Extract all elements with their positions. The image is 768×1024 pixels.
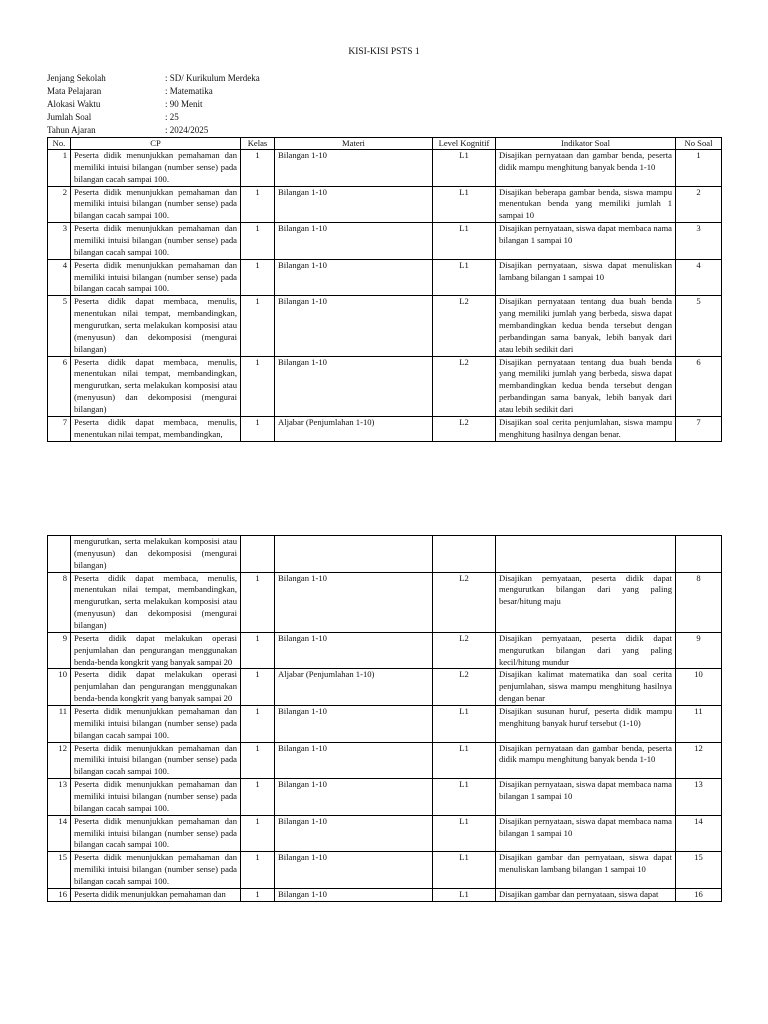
table-row (48, 742, 722, 779)
cell-kelas: 1 (241, 742, 275, 779)
cell-no-soal: 14 (676, 815, 722, 852)
table-row (48, 779, 722, 816)
cell-level-kognitif: L1 (433, 259, 496, 296)
cell-cp: Peserta didik menunjukkan pemahaman dan (71, 888, 241, 901)
cell-materi: Bilangan 1-10 (275, 706, 433, 743)
info-value: : SD/ Kurikulum Merdeka (165, 73, 260, 83)
cell-materi: Bilangan 1-10 (275, 259, 433, 296)
cell-no-soal: 7 (676, 416, 722, 441)
header-indikator-soal: Indikator Soal (496, 138, 676, 150)
cell-no: 16 (48, 888, 71, 901)
cell-no: 15 (48, 852, 71, 889)
cell-kelas (241, 536, 275, 573)
cell-cp: Peserta didik dapat melakukan operasi penjumlahan dan pengurangan menggunakan benda-benda kongkrit yang banyak sampai 20 (71, 669, 241, 706)
cell-level-kognitif: L1 (433, 706, 496, 743)
table-row (48, 815, 722, 852)
table-row (48, 572, 722, 632)
cell-indikator-soal: Disajikan pernyataan, peserta didik dapat mengurutkan bilangan dari yang paling besar/hitung maju (496, 572, 676, 632)
cell-kelas: 1 (241, 356, 275, 416)
cell-no: 10 (48, 669, 71, 706)
info-row (47, 72, 260, 85)
cell-kelas: 1 (241, 223, 275, 260)
cell-no: 11 (48, 706, 71, 743)
cell-no: 4 (48, 259, 71, 296)
cell-no-soal: 5 (676, 296, 722, 356)
header-cp: CP (71, 138, 241, 150)
cell-indikator-soal: Disajikan pernyataan, siswa dapat menuliskan lambang bilangan 1 sampai 10 (496, 259, 676, 296)
cell-level-kognitif: L1 (433, 815, 496, 852)
info-value: : 25 (165, 112, 179, 122)
cell-level-kognitif: L2 (433, 416, 496, 441)
cell-cp: Peserta didik menunjukkan pemahaman dan memiliki intuisi bilangan (number sense) pada bilangan cacah sampai 100. (71, 815, 241, 852)
table-row (48, 632, 722, 669)
header-no-soal: No Soal (676, 138, 722, 150)
table-row (48, 150, 722, 187)
cell-no-soal: 11 (676, 706, 722, 743)
cell-indikator-soal: Disajikan pernyataan tentang dua buah benda yang memiliki jumlah yang berbeda, siswa dapat membandingkan kedua benda tersebut dengan perbandingan sama banyak, lebih banyak dari atau lebih sedikit dari (496, 356, 676, 416)
cell-level-kognitif: L2 (433, 296, 496, 356)
info-row (47, 98, 260, 111)
cell-indikator-soal: Disajikan pernyataan tentang dua buah benda yang memiliki jumlah yang berbeda, siswa dapat membandingkan kedua benda tersebut dengan perbandingan sama banyak, lebih banyak dari atau lebih sedikit dari (496, 296, 676, 356)
cell-no-soal: 13 (676, 779, 722, 816)
cell-cp: Peserta didik menunjukkan pemahaman dan memiliki intuisi bilangan (number sense) pada bilangan cacah sampai 100. (71, 706, 241, 743)
cell-kelas: 1 (241, 416, 275, 441)
cell-materi: Bilangan 1-10 (275, 223, 433, 260)
cell-no: 3 (48, 223, 71, 260)
cell-no: 13 (48, 779, 71, 816)
cell-level-kognitif: L1 (433, 186, 496, 223)
cell-kelas: 1 (241, 888, 275, 901)
info-value: : 2024/2025 (165, 125, 209, 135)
cell-materi: Bilangan 1-10 (275, 186, 433, 223)
cell-kelas: 1 (241, 296, 275, 356)
cell-cp: Peserta didik menunjukkan pemahaman dan memiliki intuisi bilangan (number sense) pada bilangan cacah sampai 100. (71, 223, 241, 260)
info-row (47, 111, 260, 124)
cell-kelas: 1 (241, 632, 275, 669)
header-kelas: Kelas (241, 138, 275, 150)
cell-kelas: 1 (241, 259, 275, 296)
info-value: : Matematika (165, 86, 213, 96)
cell-no-soal: 9 (676, 632, 722, 669)
cell-no-soal: 3 (676, 223, 722, 260)
header-level-kognitif: Level Kognitif (433, 138, 496, 150)
cell-kelas: 1 (241, 852, 275, 889)
table-body (48, 150, 722, 442)
cell-cp: Peserta didik dapat membaca, menulis, menentukan nilai tempat, membandingkan, mengurutkan, serta melakukan komposisi atau (menyusun) dan dekomposisi (mengurai bilangan) (71, 572, 241, 632)
cell-level-kognitif: L1 (433, 742, 496, 779)
cell-indikator-soal: Disajikan kalimat matematika dan soal cerita penjumlahan, siswa mampu menghitung hasilnya dengan benar (496, 669, 676, 706)
cell-materi: Bilangan 1-10 (275, 779, 433, 816)
cell-kelas: 1 (241, 779, 275, 816)
cell-no: 12 (48, 742, 71, 779)
cell-no: 7 (48, 416, 71, 441)
cell-kelas: 1 (241, 706, 275, 743)
table-row (48, 536, 722, 573)
cell-cp: mengurutkan, serta melakukan komposisi atau (menyusun) dan dekomposisi (mengurai bilangan) (71, 536, 241, 573)
cell-kelas: 1 (241, 572, 275, 632)
cell-indikator-soal: Disajikan pernyataan, peserta didik dapat mengurutkan bilangan dari yang paling kecil/hitung mundur (496, 632, 676, 669)
cell-cp: Peserta didik menunjukkan pemahaman dan memiliki intuisi bilangan (number sense) pada bilangan cacah sampai 100. (71, 150, 241, 187)
document-info (47, 72, 260, 137)
info-row (47, 124, 260, 137)
info-label: Mata Pelajaran (47, 86, 102, 96)
cell-level-kognitif: L1 (433, 852, 496, 889)
cell-no (48, 536, 71, 573)
cell-no-soal: 16 (676, 888, 722, 901)
cell-no: 2 (48, 186, 71, 223)
cell-cp: Peserta didik menunjukkan pemahaman dan memiliki intuisi bilangan (number sense) pada bilangan cacah sampai 100. (71, 259, 241, 296)
cell-materi (275, 536, 433, 573)
cell-materi: Bilangan 1-10 (275, 852, 433, 889)
cell-level-kognitif: L2 (433, 572, 496, 632)
info-label: Jenjang Sekolah (47, 73, 106, 83)
table-row (48, 356, 722, 416)
cell-cp: Peserta didik menunjukkan pemahaman dan memiliki intuisi bilangan (number sense) pada bilangan cacah sampai 100. (71, 779, 241, 816)
cell-no: 9 (48, 632, 71, 669)
cell-no-soal: 6 (676, 356, 722, 416)
table-row (48, 852, 722, 889)
cell-indikator-soal: Disajikan susunan huruf, peserta didik mampu menghitung banyak huruf tersebut (1-10) (496, 706, 676, 743)
cell-indikator-soal: Disajikan gambar dan pernyataan, siswa dapat menuliskan lambang bilangan 1 sampai 10 (496, 852, 676, 889)
cell-level-kognitif (433, 536, 496, 573)
cell-materi: Bilangan 1-10 (275, 150, 433, 187)
cell-materi: Aljabar (Penjumlahan 1-10) (275, 669, 433, 706)
cell-no-soal (676, 536, 722, 573)
cell-level-kognitif: L2 (433, 669, 496, 706)
cell-indikator-soal (496, 536, 676, 573)
info-label: Jumlah Soal (47, 112, 92, 122)
cell-level-kognitif: L1 (433, 223, 496, 260)
cell-materi: Bilangan 1-10 (275, 888, 433, 901)
cell-no: 6 (48, 356, 71, 416)
cell-no: 8 (48, 572, 71, 632)
cell-materi: Aljabar (Penjumlahan 1-10) (275, 416, 433, 441)
cell-cp: Peserta didik dapat membaca, menulis, menentukan nilai tempat, membandingkan, mengurutkan, serta melakukan komposisi atau (menyusun) dan dekomposisi (mengurai bilangan) (71, 356, 241, 416)
cell-cp: Peserta didik menunjukkan pemahaman dan memiliki intuisi bilangan (number sense) pada bilangan cacah sampai 100. (71, 852, 241, 889)
table-row (48, 888, 722, 901)
cell-indikator-soal: Disajikan gambar dan pernyataan, siswa dapat (496, 888, 676, 901)
cell-level-kognitif: L2 (433, 356, 496, 416)
cell-cp: Peserta didik dapat membaca, menulis, menentukan nilai tempat, membandingkan, mengurutkan, serta melakukan komposisi atau (menyusun) dan dekomposisi (mengurai bilangan) (71, 296, 241, 356)
cell-cp: Peserta didik menunjukkan pemahaman dan memiliki intuisi bilangan (number sense) pada bilangan cacah sampai 100. (71, 742, 241, 779)
cell-no-soal: 1 (676, 150, 722, 187)
table-row (48, 186, 722, 223)
cell-indikator-soal: Disajikan pernyataan dan gambar benda, peserta didik mampu menghitung banyak benda 1-10 (496, 742, 676, 779)
cell-materi: Bilangan 1-10 (275, 356, 433, 416)
cell-level-kognitif: L1 (433, 150, 496, 187)
cell-no-soal: 4 (676, 259, 722, 296)
header-materi: Materi (275, 138, 433, 150)
cell-no: 5 (48, 296, 71, 356)
cell-materi: Bilangan 1-10 (275, 296, 433, 356)
cell-materi: Bilangan 1-10 (275, 815, 433, 852)
cell-kelas: 1 (241, 186, 275, 223)
cell-no-soal: 15 (676, 852, 722, 889)
cell-kelas: 1 (241, 815, 275, 852)
info-label: Tahun Ajaran (47, 125, 96, 135)
table-row (48, 296, 722, 356)
cell-no-soal: 10 (676, 669, 722, 706)
cell-no-soal: 2 (676, 186, 722, 223)
table-header-row (48, 138, 722, 150)
cell-indikator-soal: Disajikan pernyataan, siswa dapat membaca nama bilangan 1 sampai 10 (496, 223, 676, 260)
cell-materi: Bilangan 1-10 (275, 572, 433, 632)
document-title: KISI-KISI PSTS 1 (348, 47, 420, 57)
cell-indikator-soal: Disajikan pernyataan dan gambar benda, peserta didik mampu menghitung banyak benda 1-10 (496, 150, 676, 187)
kisi-kisi-table-page-1 (47, 137, 722, 442)
table-row (48, 259, 722, 296)
cell-no: 14 (48, 815, 71, 852)
cell-indikator-soal: Disajikan pernyataan, siswa dapat membaca nama bilangan 1 sampai 10 (496, 779, 676, 816)
cell-indikator-soal: Disajikan pernyataan, siswa dapat membaca nama bilangan 1 sampai 10 (496, 815, 676, 852)
cell-materi: Bilangan 1-10 (275, 632, 433, 669)
cell-materi: Bilangan 1-10 (275, 742, 433, 779)
cell-kelas: 1 (241, 669, 275, 706)
table-row (48, 223, 722, 260)
cell-cp: Peserta didik dapat melakukan operasi penjumlahan dan pengurangan menggunakan benda-benda kongkrit yang banyak sampai 20 (71, 632, 241, 669)
cell-level-kognitif: L2 (433, 632, 496, 669)
cell-cp: Peserta didik menunjukkan pemahaman dan memiliki intuisi bilangan (number sense) pada bilangan cacah sampai 100. (71, 186, 241, 223)
cell-level-kognitif: L1 (433, 779, 496, 816)
table-body (48, 536, 722, 902)
table-row (48, 669, 722, 706)
table-row (48, 416, 722, 441)
cell-kelas: 1 (241, 150, 275, 187)
table-row (48, 706, 722, 743)
cell-no-soal: 12 (676, 742, 722, 779)
cell-no: 1 (48, 150, 71, 187)
cell-indikator-soal: Disajikan beberapa gambar benda, siswa mampu menentukan benda yang memiliki jumlah 1 sampai 10 (496, 186, 676, 223)
header-no: No. (48, 138, 71, 150)
cell-indikator-soal: Disajikan soal cerita penjumlahan, siswa mampu menghitung hasilnya dengan benar. (496, 416, 676, 441)
info-row (47, 85, 260, 98)
cell-cp: Peserta didik dapat membaca, menulis, menentukan nilai tempat, membandingkan, (71, 416, 241, 441)
info-value: : 90 Menit (165, 99, 203, 109)
cell-level-kognitif: L1 (433, 888, 496, 901)
info-label: Alokasi Waktu (47, 99, 101, 109)
cell-no-soal: 8 (676, 572, 722, 632)
kisi-kisi-table-page-2 (47, 535, 722, 902)
